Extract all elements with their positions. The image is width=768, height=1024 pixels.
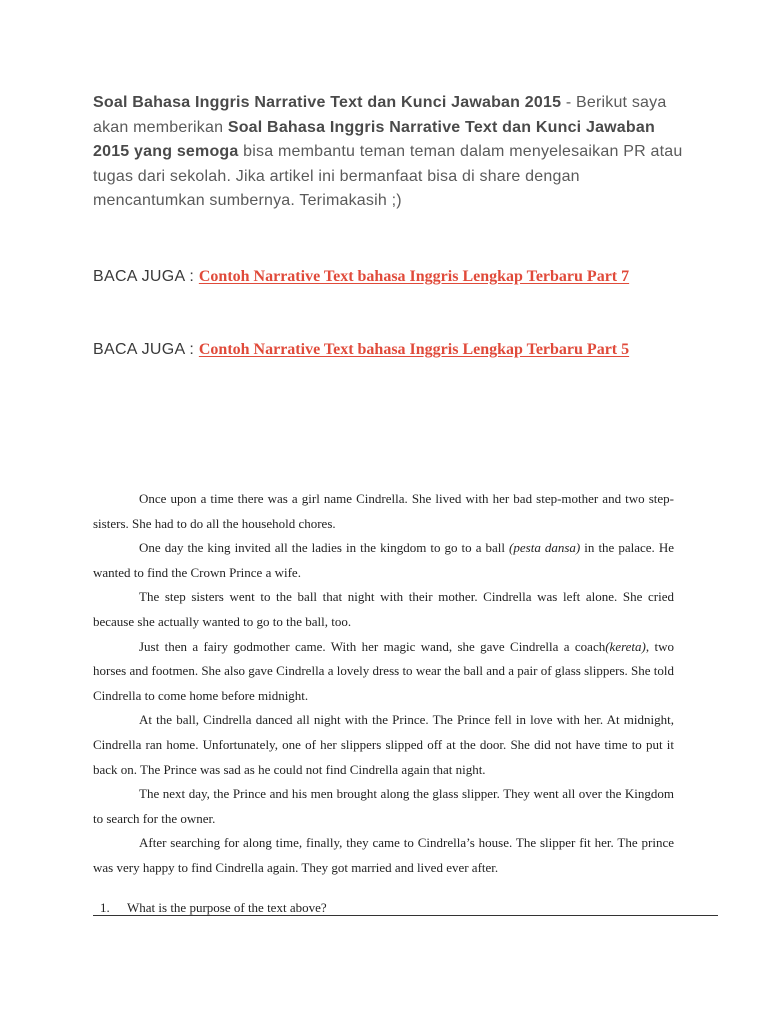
baca-juga-row-2 xyxy=(93,337,683,362)
story-text: , two horses and footmen. She also gave Cindrella a lovely dress to wear the ball and a pair of glass slippers. She told Cindrella to come home before midnight. xyxy=(93,638,674,703)
question-1 xyxy=(93,897,718,916)
story-italic-gloss: (kereta) xyxy=(605,638,646,654)
intro-text-2: bisa membantu teman teman dalam menyelesaikan PR atau tugas dari sekolah. Jika artikel ini bermanfaat bisa di share dengan mencantumkan sumbernya. Terimakasih ;) xyxy=(93,143,683,209)
baca-juga-link-part-7[interactable]: Contoh Narrative Text bahasa Inggris Lengkap Terbaru Part 7 xyxy=(198,268,630,285)
question-number: 1. xyxy=(100,900,110,915)
story-text: in the palace. He wanted to find the Crown Prince a wife. xyxy=(93,540,674,580)
baca-juga-label: BACA JUGA : xyxy=(93,268,199,285)
story-paragraph xyxy=(93,536,674,585)
story-paragraph: The step sisters went to the ball that night with their mother. Cindrella was left alone. She cried because she actually wanted to go to the ball, too. xyxy=(93,589,674,629)
narrative-story xyxy=(93,487,674,881)
story-text: One day the king invited all the ladies in the kingdom to go to a ball xyxy=(139,540,510,556)
intro-text-1: - Berikut saya akan memberikan xyxy=(93,94,667,136)
intro-bold-phrase: Soal Bahasa Inggris Narrative Text dan Kunci Jawaban 2015 yang semoga xyxy=(93,118,655,160)
story-paragraph xyxy=(93,635,674,709)
story-italic-gloss: (pesta dansa) xyxy=(509,540,581,556)
story-paragraph: Once upon a time there was a girl name Cindrella. She lived with her bad step-mother and two step-sisters. She had to do all the household chores. xyxy=(93,491,674,531)
story-paragraph: After searching for along time, finally, they came to Cindrella’s house. The slipper fit her. The prince was very happy to find Cindrella again. They got married and lived ever after. xyxy=(93,835,674,875)
story-paragraph: The next day, the Prince and his men brought along the glass slipper. They went all over the Kingdom to search for the owner. xyxy=(93,786,674,826)
intro-paragraph xyxy=(93,91,683,214)
baca-juga-label: BACA JUGA : xyxy=(93,341,199,358)
baca-juga-link-part-5[interactable]: Contoh Narrative Text bahasa Inggris Lengkap Terbaru Part 5 xyxy=(198,341,630,358)
story-text: Just then a fairy godmother came. With her magic wand, she gave Cindrella a coach xyxy=(139,638,606,654)
baca-juga-row-1 xyxy=(93,264,683,289)
story-paragraph: At the ball, Cindrella danced all night with the Prince. The Prince fell in love with her. At midnight, Cindrella ran home. Unfortunately, one of her slippers slipped off at the door. She did not have time to put it back on. The Prince was sad as he could not find Cindrella again that night. xyxy=(93,712,674,777)
intro-bold-title: Soal Bahasa Inggris Narrative Text dan Kunci Jawaban 2015 xyxy=(93,94,562,111)
question-text: What is the purpose of the text above? xyxy=(127,900,327,915)
